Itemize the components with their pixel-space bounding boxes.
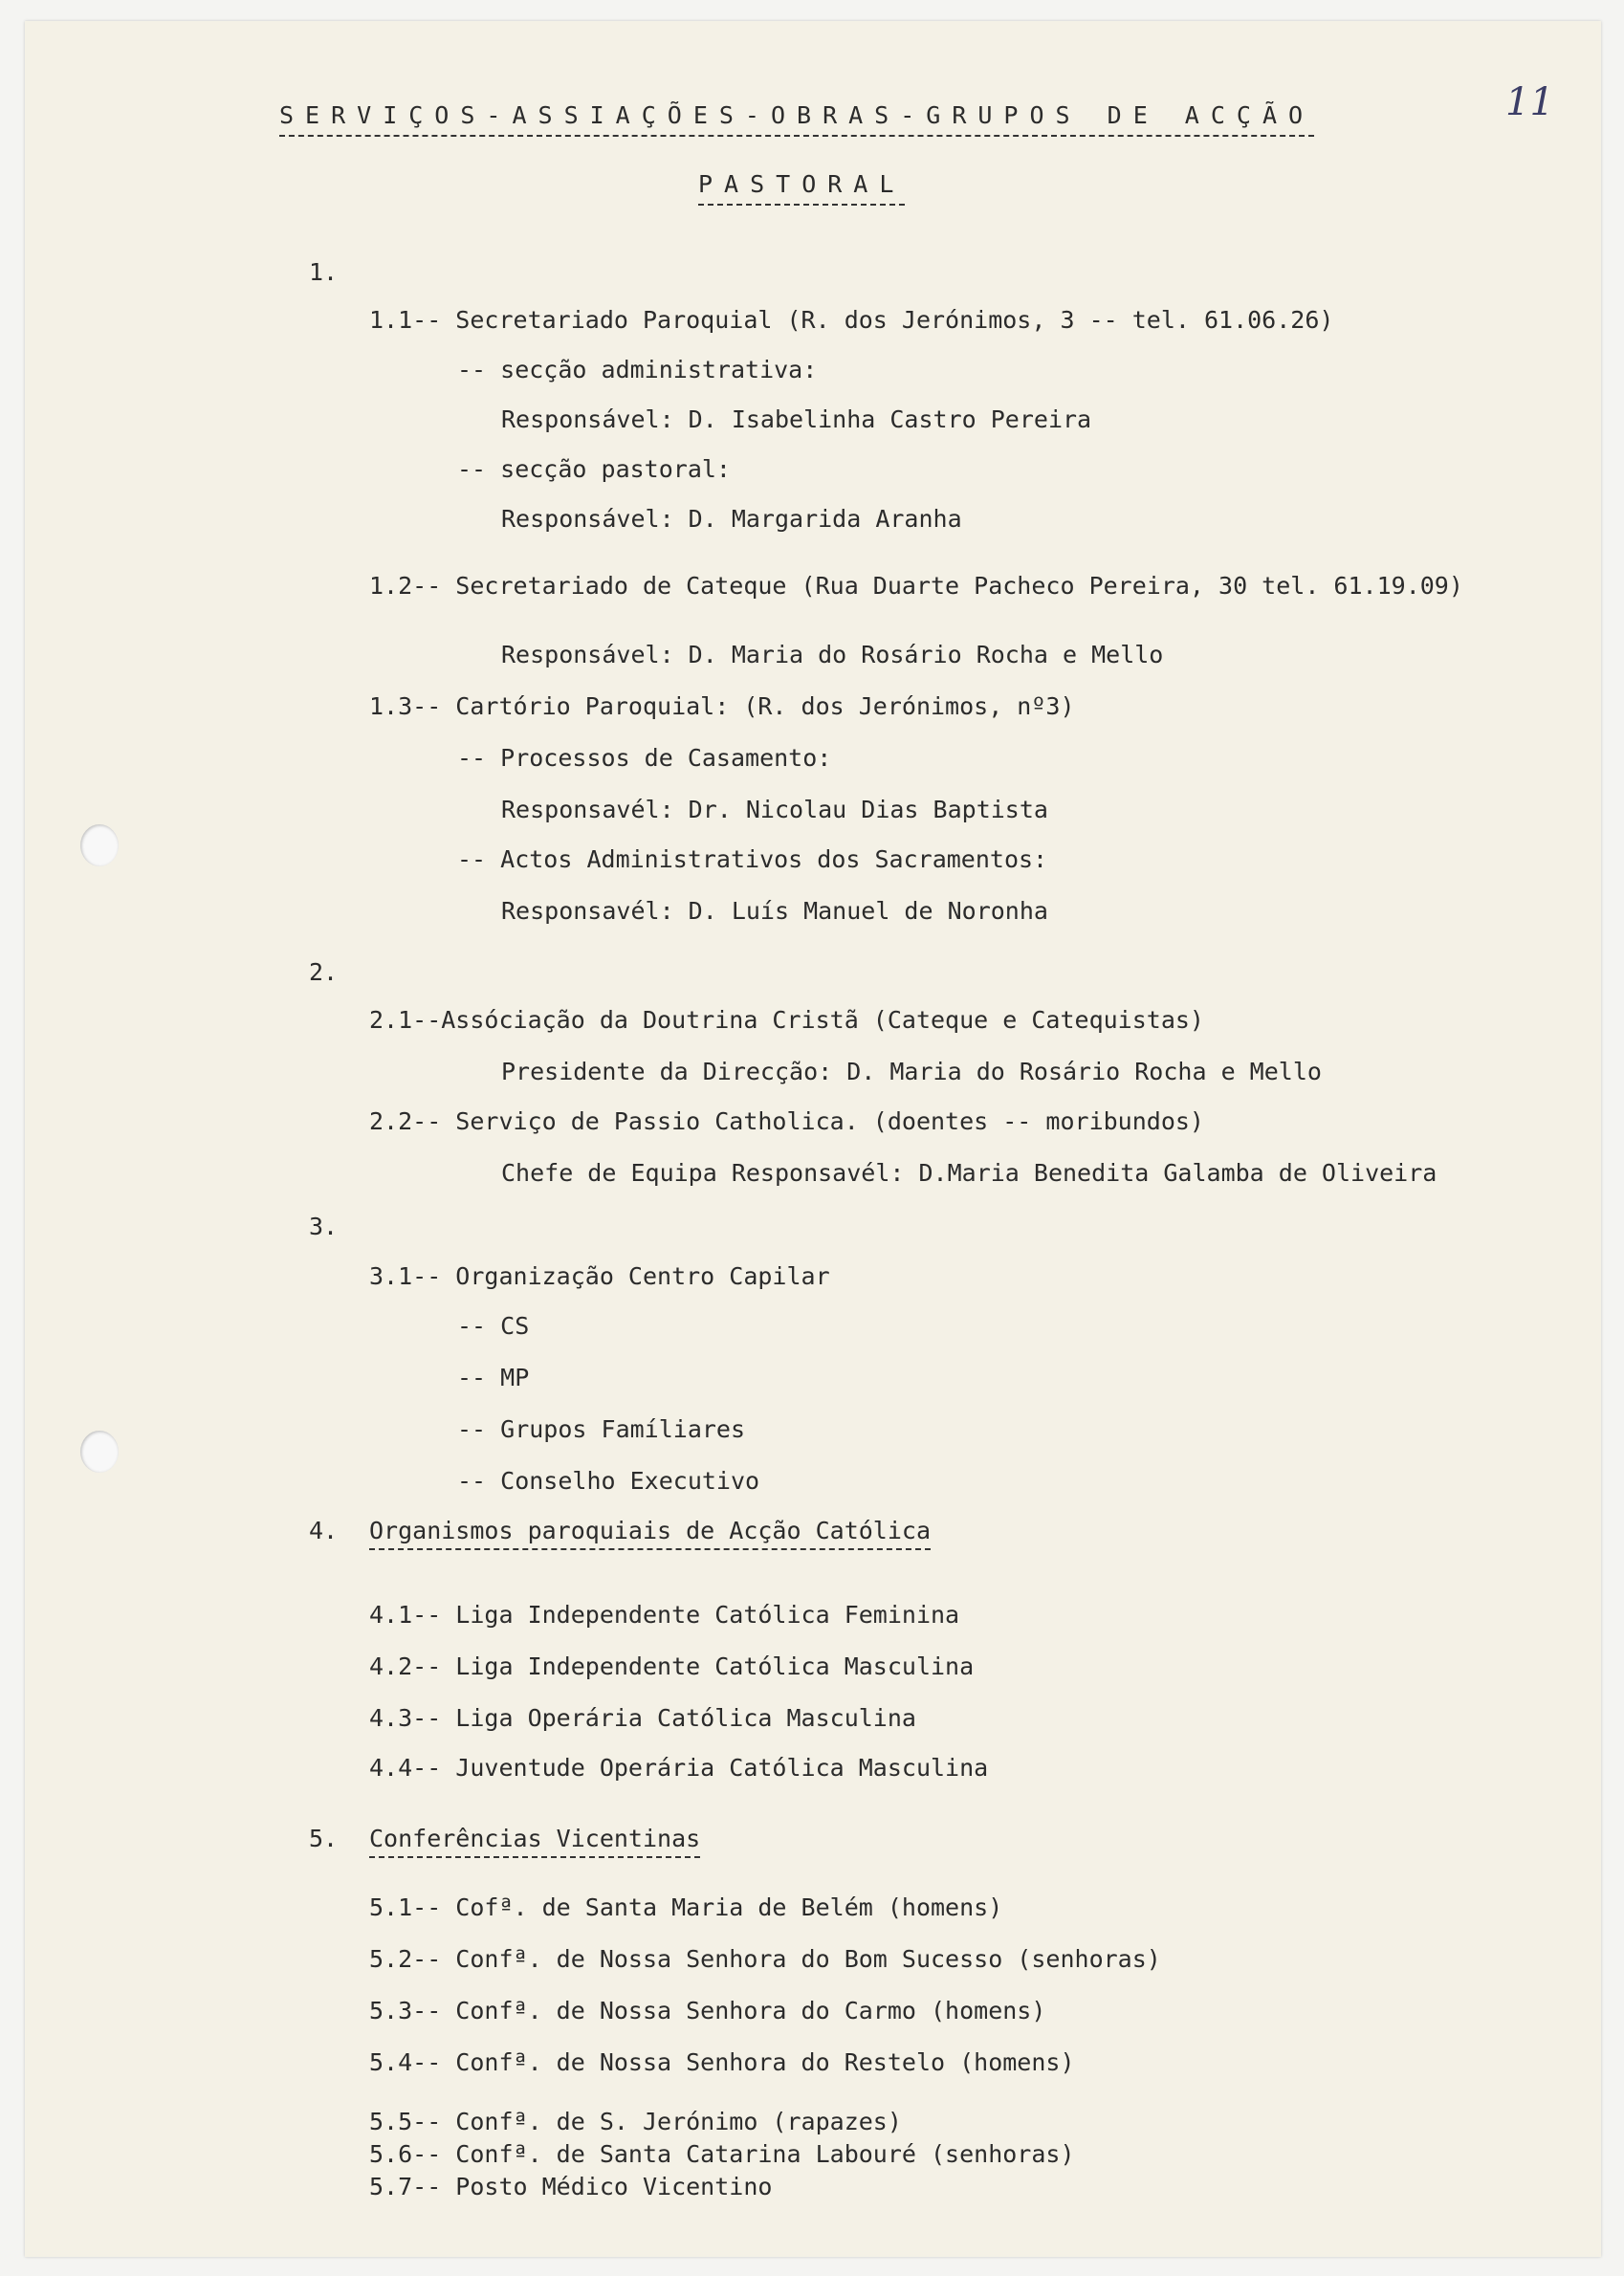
list-item: 4.1-- Liga Independente Católica Feminina: [369, 1601, 960, 1629]
document-title: SERVIÇOS-ASSIAÇÕES-OBRAS-GRUPOS DE ACÇÃO: [279, 101, 1314, 137]
item-2-2: 2.2-- Serviço de Passio Catholica. (doentes -- moribundos): [369, 1107, 1204, 1135]
item-1-3: 1.3-- Cartório Paroquial: (R. dos Jerónimos, nº3): [369, 692, 1075, 720]
item-1-3-actos: -- Actos Administrativos dos Sacramentos:: [457, 845, 1048, 873]
section-number-4: 4.: [309, 1517, 339, 1544]
list-item: 4.2-- Liga Independente Católica Masculina: [369, 1652, 975, 1680]
document-subtitle: PASTORAL: [698, 170, 905, 206]
list-item: -- Conselho Executivo: [457, 1467, 760, 1495]
section-heading-4: Organismos paroquiais de Acção Católica: [369, 1517, 931, 1550]
item-2-1-presidente: Presidente da Direcção: D. Maria do Rosário Rocha e Mello: [501, 1058, 1322, 1085]
item-1-3-casamento: -- Processos de Casamento:: [457, 744, 832, 772]
punch-hole: [80, 824, 119, 866]
item-1-3-actos-resp: Responsavél: D. Luís Manuel de Noronha: [501, 897, 1048, 925]
list-item: -- MP: [457, 1364, 530, 1391]
list-item: 5.5-- Confª. de S. Jerónimo (rapazes): [369, 2108, 902, 2135]
item-2-1: 2.1--Assóciação da Doutrina Cristã (Cateque e Catequistas): [369, 1006, 1204, 1034]
item-1-2-resp: Responsável: D. Maria do Rosário Rocha e Mello: [501, 641, 1164, 668]
item-1-1-admin: -- secção administrativa:: [457, 356, 818, 383]
list-item: -- Grupos Famíliares: [457, 1415, 746, 1443]
document-page: [25, 21, 1601, 2257]
list-item: 4.3-- Liga Operária Católica Masculina: [369, 1704, 916, 1732]
page-number: 11: [1505, 80, 1554, 124]
item-1-3-casamento-resp: Responsavél: Dr. Nicolau Dias Baptista: [501, 796, 1048, 823]
item-1-2: 1.2-- Secretariado de Cateque (Rua Duarte Pacheco Pereira, 30 tel. 61.19.09): [369, 572, 1463, 600]
list-item: -- CS: [457, 1312, 530, 1340]
item-1-1: 1.1-- Secretariado Paroquial (R. dos Jerónimos, 3 -- tel. 61.06.26): [369, 306, 1334, 334]
item-1-1-pastoral-resp: Responsável: D. Margarida Aranha: [501, 505, 962, 533]
list-item: 5.7-- Posto Médico Vicentino: [369, 2173, 773, 2200]
list-item: 5.2-- Confª. de Nossa Senhora do Bom Sucesso (senhoras): [369, 1945, 1161, 1973]
section-number-1: 1.: [309, 258, 339, 286]
item-1-1-pastoral: -- secção pastoral:: [457, 455, 731, 483]
section-number-3: 3.: [309, 1213, 339, 1240]
list-item: 5.6-- Confª. de Santa Catarina Labouré (senhoras): [369, 2140, 1075, 2168]
section-heading-5: Conferências Vicentinas: [369, 1825, 700, 1858]
section-number-2: 2.: [309, 958, 339, 986]
section-number-5: 5.: [309, 1825, 339, 1852]
item-3-1: 3.1-- Organização Centro Capilar: [369, 1262, 830, 1290]
item-1-1-admin-resp: Responsável: D. Isabelinha Castro Pereira: [501, 405, 1092, 433]
punch-hole: [80, 1431, 119, 1473]
list-item: 4.4-- Juventude Operária Católica Masculina: [369, 1754, 989, 1782]
list-item: 5.3-- Confª. de Nossa Senhora do Carmo (homens): [369, 1997, 1046, 2024]
list-item: 5.4-- Confª. de Nossa Senhora do Restelo (homens): [369, 2048, 1075, 2076]
list-item: 5.1-- Cofª. de Santa Maria de Belém (homens): [369, 1893, 1003, 1921]
item-2-2-chefe: Chefe de Equipa Responsavél: D.Maria Benedita Galamba de Oliveira: [501, 1159, 1437, 1187]
